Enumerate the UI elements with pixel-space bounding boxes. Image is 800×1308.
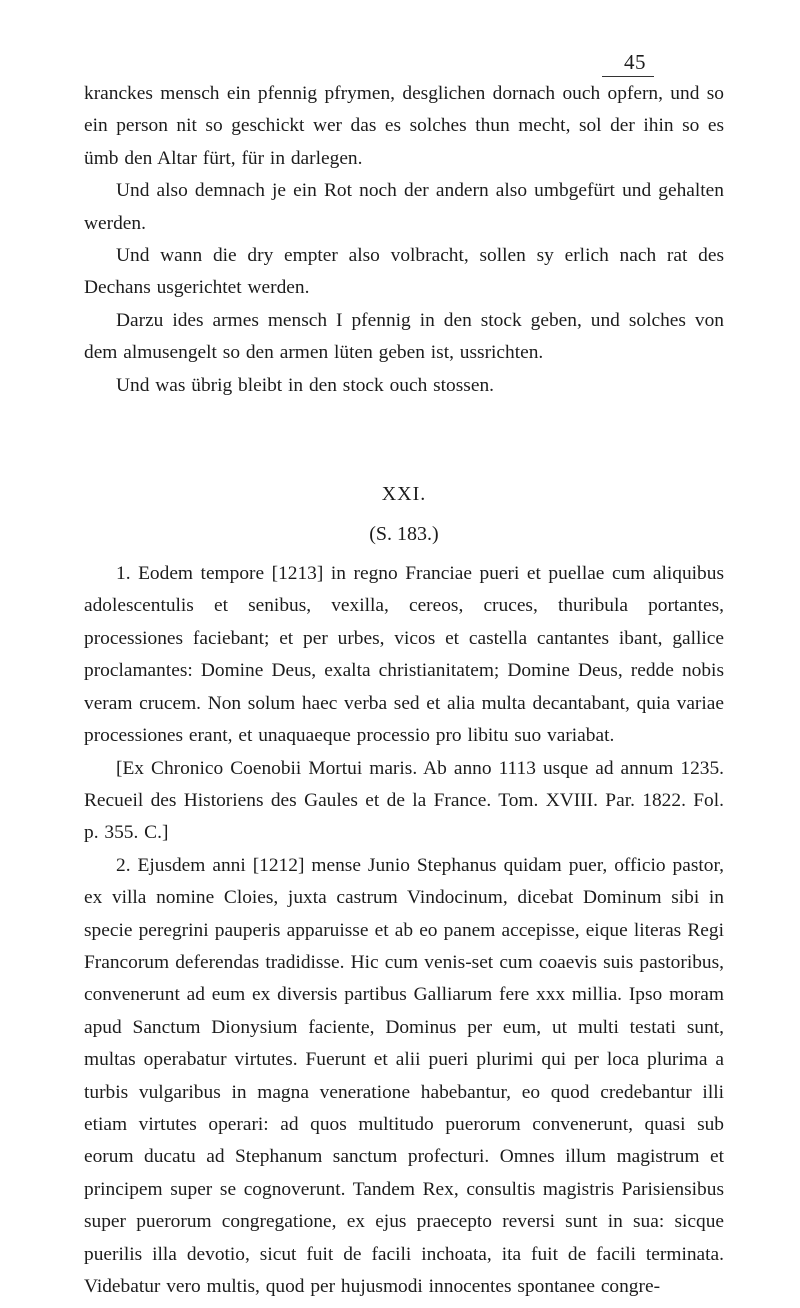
section-numeral: XXI. — [381, 483, 427, 506]
paragraph: 2. Ejusdem anni [1212] mense Junio Stephanus quidam puer, officio pastor, ex villa nomine Cloies, juxta castrum Vindocinum, dicebat Dominum sibi in specie peregrini pauperis apparuisse et ab eo panem accepisse, eique literas Regi Francorum deferendas tradidisse. Hic cum venis-set cum coaevis suis pastoribus, convenerunt ad eum ex diversis partibus Galliarum fere xxx millia. Ipso moram apud Sanctum Dionysium faciente, Dominus per eum, ut multi testati sunt, multas operabatur virtutes. Fuerunt et alii pueri plurimi qui per loca plurima a turbis vulgaribus in magna veneratione habebantur, eo quod credebantur illi etiam virtutes operari: ad quos multitudo puerorum convenerunt, quasi sub eorum ducatu ad Stephanum sanctum profecturi. Omnes illum magistrum et principem super se cognoverunt. Tandem Rex, consultis magistris Parisiensibus super puerorum congregatione, ex ejus praecepto reversi sunt in sua: sicque puerilis illa devotio, sicut fuit de facili inchoata, ita fuit de facili terminata. Videbatur vero multis, quod per hujusmodi innocentes spontanee congre- — [84, 854, 724, 1297]
citation-paragraph: [Ex Chronico Coenobii Mortui maris. Ab anno 1113 usque ad annum 1235. Recueil des Historiens des Gaules et de la France. Tom. XVIII. Par. 1822. Fol. p. 355. C.] — [84, 757, 724, 844]
paragraph: Und wann die dry empter also volbracht, sollen sy erlich nach rat des Dechans usgerichtet werden. — [84, 245, 724, 299]
section-source-ref: (S. 183.) — [369, 523, 439, 546]
paragraph: Und also demnach je ein Rot noch der andern also umbgefürt und gehalten werden. — [84, 180, 724, 234]
paragraph-continued: kranckes mensch ein pfennig pfrymen, desglichen dornach ouch opfern, und so ein person nit so geschickt wer das es solches thun mecht, sol der ihin so es ümb den Altar fürt, für in darlegen. — [84, 83, 724, 169]
book-page — [84, 40, 724, 1303]
header-rule — [602, 76, 654, 77]
paragraph: Und was übrig bleibt in den stock ouch stossen. — [116, 374, 494, 396]
page-number: 45 — [624, 50, 646, 74]
page-header — [84, 40, 724, 78]
paragraph: 1. Eodem tempore [1213] in regno Franciae pueri et puellae cum aliquibus adolescentulis et senibus, vexilla, cereos, cruces, thuribula portantes, processiones faciebant; et per urbes, vicos et castella cantantes ibant, gallice proclamantes: Domine Deus, exalta christianitatem; Domine Deus, redde nobis veram crucem. Non solum haec verba sed et alia multa decantabant, quia variae processiones erant, et unaquaeque processio pro libitu suo variabat. — [84, 563, 724, 747]
paragraph: Darzu ides armes mensch I pfennig in den stock geben, und solches von dem almusengelt so den armen lüten geben ist, ussrichten. — [84, 309, 724, 364]
